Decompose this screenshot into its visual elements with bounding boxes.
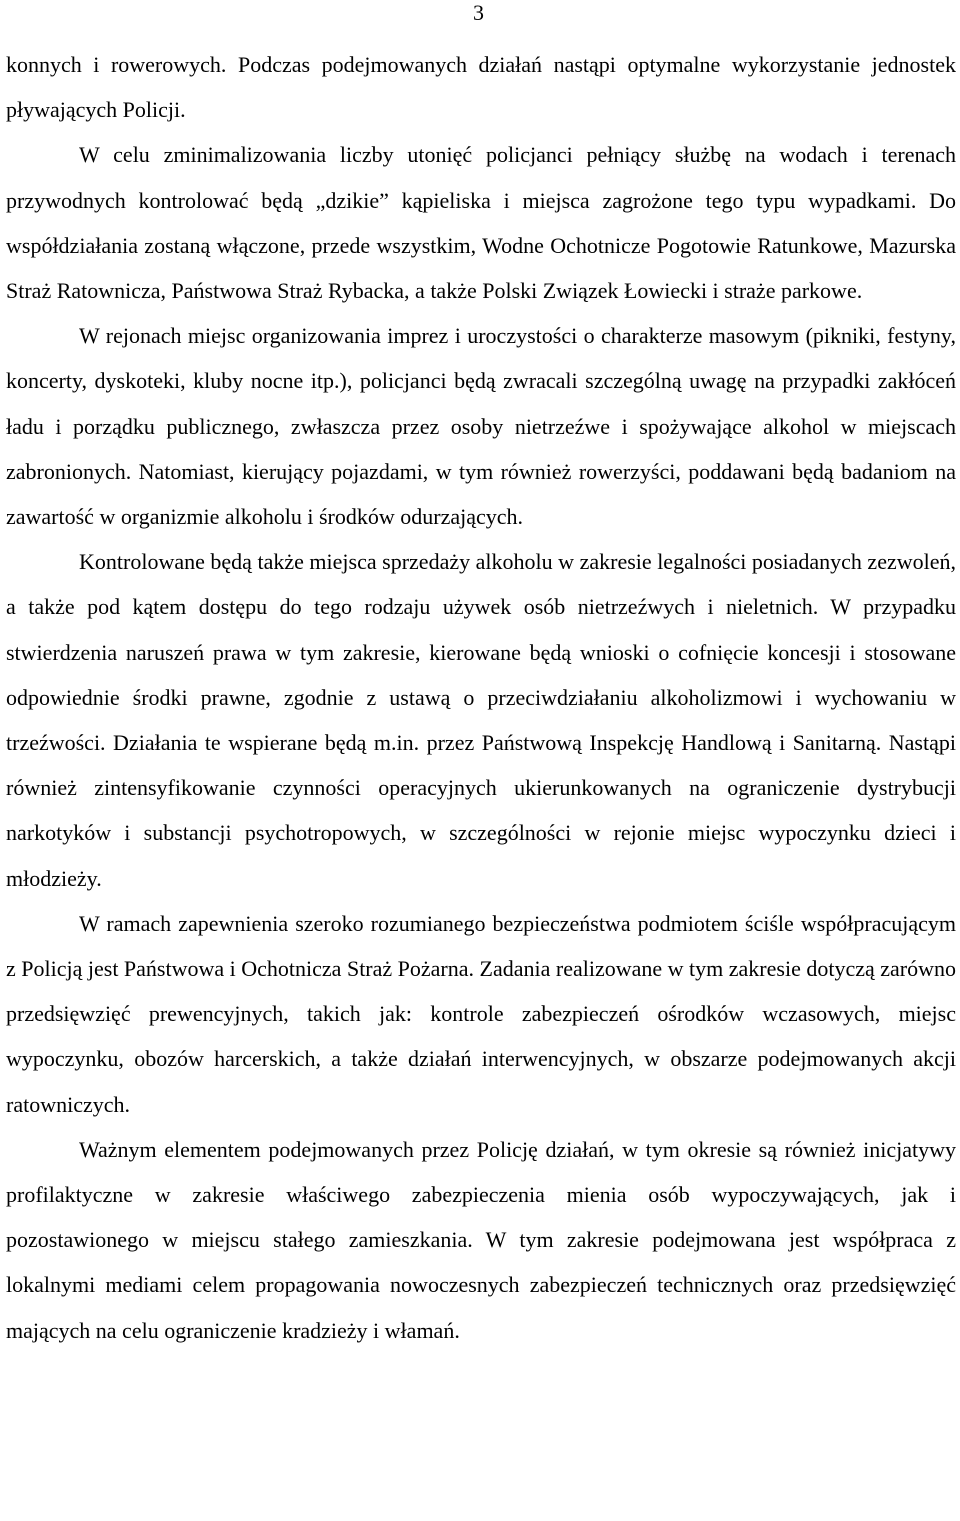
paragraph-continuation: konnych i rowerowych. Podczas podejmowanych działań nastąpi optymalne wykorzystanie jednostek pływających Policji. (6, 52, 956, 123)
paragraph-mass-events: W rejonach miejsc organizowania imprez i uroczystości o charakterze masowym (pikniki, festyny, koncerty, dyskoteki, kluby nocne itp.), policjanci będą zwracali szczególną uwagę na przypadki zakłóceń ładu i porządku publicznego, zwłaszcza przez osoby nietrzeźwe i spożywające alkohol w miejscach zabronionych. Natomiast, kierujący pojazdami, w tym również rowerzyści, poddawani będą badaniom na zawartość w organizmie alkoholu i środków odurzających. (6, 323, 956, 530)
paragraph-property-protection: Ważnym elementem podejmowanych przez Policję działań, w tym okresie są również inicjatywy profilaktyczne w zakresie właściwego zabezpieczenia mienia osób wypoczywających, jak i pozostawionego w miejscu stałego zamieszkania. W tym zakresie podejmowana jest współpraca z lokalnymi mediami celem propagowania nowoczesnych zabezpieczeń technicznych oraz przedsięwzięć mających na celu ograniczenie kradzieży i włamań. (6, 1136, 956, 1343)
paragraph-fire-service: W ramach zapewnienia szeroko rozumianego bezpieczeństwa podmiotem ściśle współpracującym z Policją jest Państwowa i Ochotnicza Straż Pożarna. Zadania realizowane w tym zakresie dotyczą zarówno przedsięwzięć prewencyjnych, takich jak: kontrole zabezpieczeń ośrodków wczasowych, miejsc wypoczynku, obozów harcerskich, a także działań interwencyjnych, w obszarze podejmowanych akcji ratowniczych. (6, 910, 956, 1117)
paragraph-drowning-prevention: W celu zminimalizowania liczby utonięć policjanci pełniący służbę na wodach i terenach przywodnych kontrolować będą „dzikie” kąpieliska i miejsca zagrożone tego typu wypadkami. Do współdziałania zostaną włączone, przede wszystkim, Wodne Ochotnicze Pogotowie Ratunkowe, Mazurska Straż Ratownicza, Państwowa Straż Rybacka, a także Polski Związek Łowiecki i straże parkowe. (6, 142, 956, 304)
body-text (6, 42, 956, 1353)
paragraph-alcohol-control: Kontrolowane będą także miejsca sprzedaży alkoholu w zakresie legalności posiadanych zezwoleń, a także pod kątem dostępu do tego rodzaju używek osób nietrzeźwych i nieletnich. W przypadku stwierdzenia naruszeń prawa w tym zakresie, kierowane będą wnioski o cofnięcie koncesji i stosowane odpowiednie środki prawne, zgodnie z ustawą o przeciwdziałaniu alkoholizmowi i wychowaniu w trzeźwości. Działania te wspierane będą m.in. przez Państwową Inspekcję Handlową i Sanitarną. Nastąpi również zintensyfikowanie czynności operacyjnych ukierunkowanych na ograniczenie dystrybucji narkotyków i substancji psychotropowych, w szczególności w rejonie miejsc wypoczynku dzieci i młodzieży. (6, 549, 956, 891)
page-number: 3 (473, 0, 484, 25)
